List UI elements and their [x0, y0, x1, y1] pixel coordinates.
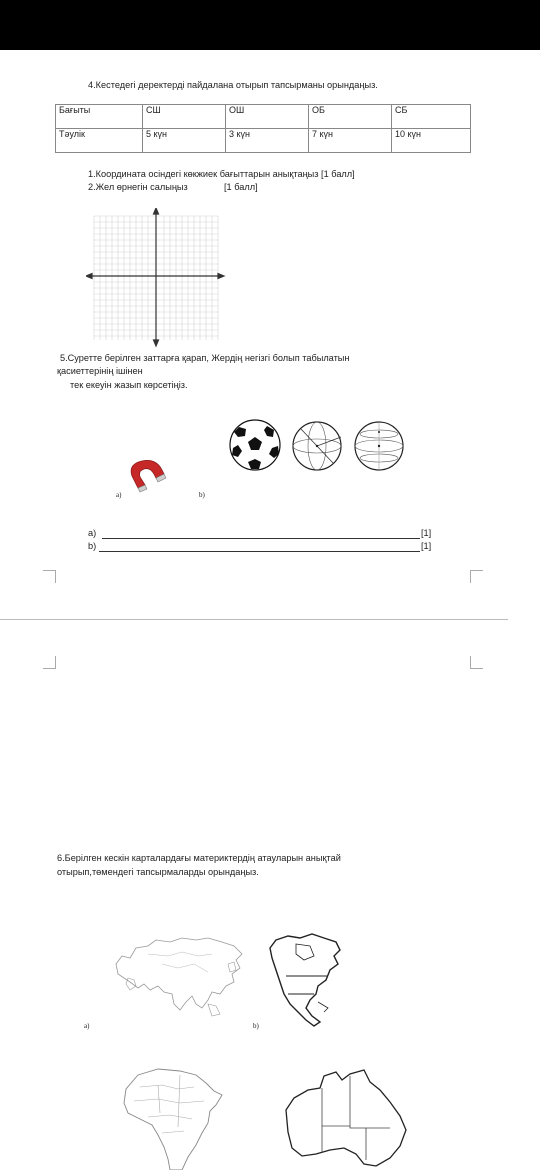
q6-label-a: a): [84, 1022, 90, 1030]
football-image: [227, 418, 283, 472]
q5-label-a: a): [116, 491, 122, 499]
page-corner-mark: [470, 570, 483, 583]
table-cell: Бағыты: [56, 105, 143, 129]
answer-a-line[interactable]: [102, 538, 420, 539]
table-cell: ОШ: [226, 105, 309, 129]
page-corner-mark: [43, 570, 56, 583]
table-cell: 5 күн: [143, 129, 226, 153]
page-divider: [0, 619, 508, 620]
magnet-image: [128, 458, 168, 494]
north-america-outline-map: [266, 932, 348, 1032]
q6-heading-line1: 6.Берілген кескін карталардағы материктердің атауларын анықтай: [57, 853, 341, 863]
table-row: [56, 105, 471, 129]
table-cell: 3 күн: [226, 129, 309, 153]
page-corner-mark: [470, 656, 483, 669]
answer-a-label: a): [88, 528, 97, 538]
table-cell: Тәулік: [56, 129, 143, 153]
status-bar: [0, 0, 540, 50]
page-corner-mark: [43, 656, 56, 669]
answer-b-mark: [1]: [421, 541, 432, 551]
table-cell: ОБ: [309, 105, 392, 129]
globe-latitudes-image: [351, 419, 407, 473]
q4-heading: 4.Кестедегі деректерді пайдалана отырып тапсырманы орындаңыз.: [88, 80, 378, 90]
directions-table: [55, 104, 471, 153]
africa-outline-map: [118, 1067, 228, 1170]
q6-heading-line2: отырып,төмендегі тапсырмаларды орындаңыз.: [57, 867, 259, 877]
answer-b-label: b): [88, 541, 97, 551]
q5-heading-line1: 5.Суретте берілген заттарға қарап, Жердің негізгі болып табылатын: [60, 353, 350, 363]
q4-task2-points: [1 балл]: [224, 182, 258, 192]
answer-b-line[interactable]: [99, 551, 420, 552]
q5-heading-line2: қасиеттерінің ішінен: [57, 366, 143, 376]
eurasia-outline-map: [108, 934, 248, 1024]
table-cell: 10 күн: [392, 129, 471, 153]
answer-a-mark: [1]: [421, 528, 432, 538]
table-cell: 7 күн: [309, 129, 392, 153]
q4-task1: 1.Координата осіндегі көкжиек бағыттарын анықтаңыз [1 балл]: [88, 169, 355, 179]
q5-label-b: b): [199, 491, 205, 499]
q6-label-b: b): [253, 1022, 259, 1030]
table-row: [56, 129, 471, 153]
table-cell: СБ: [392, 105, 471, 129]
coordinate-grid: [86, 208, 226, 348]
q4-task2: 2.Жел өрнегін салыңыз: [88, 182, 188, 192]
table-cell: СШ: [143, 105, 226, 129]
australia-outline-map: [280, 1068, 412, 1170]
q5-heading-line3: тек екеуін жазып көрсетіңіз.: [70, 380, 188, 390]
globe-axis-image: [289, 419, 345, 473]
